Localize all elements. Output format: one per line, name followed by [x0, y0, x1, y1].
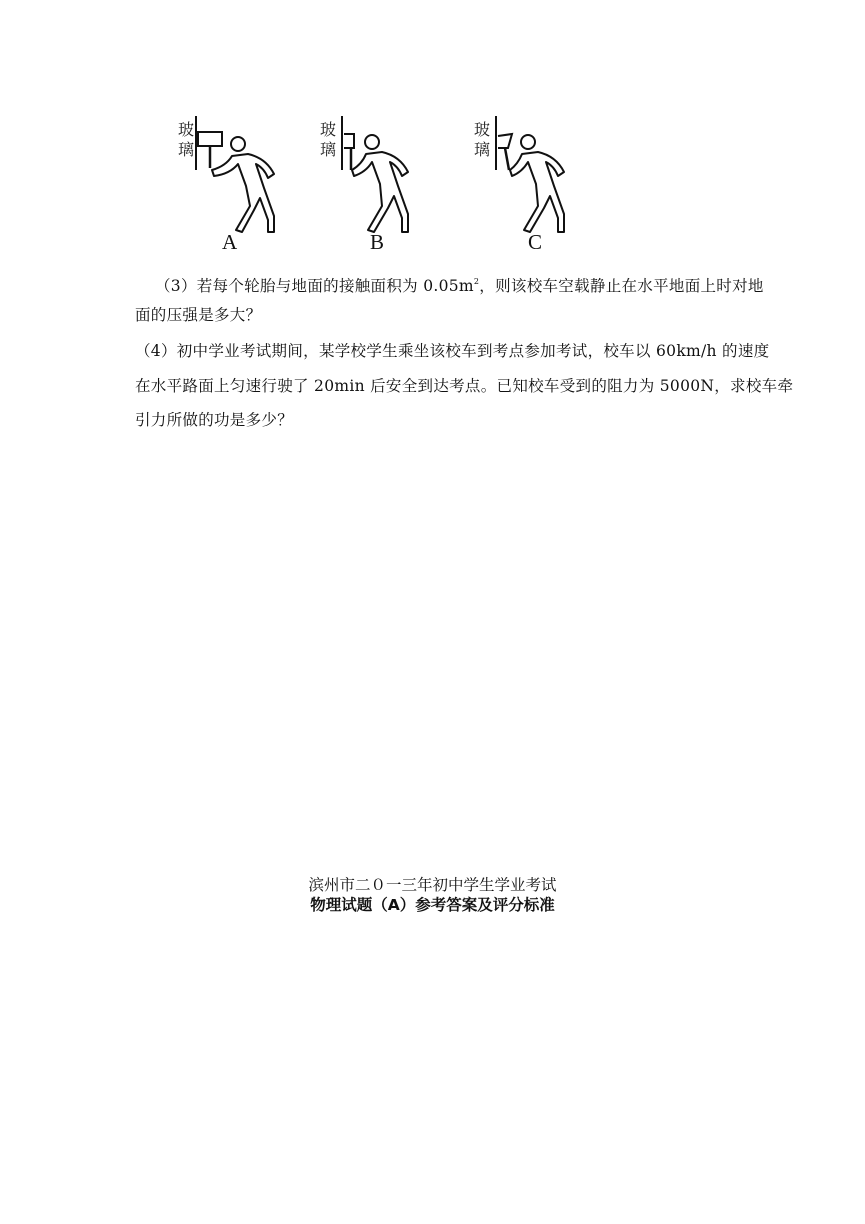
figure-b [318, 108, 448, 258]
q3-text-b: ，则该校车空载静止在水平地面上时对地 [479, 277, 764, 295]
glass-label: 玻璃 [474, 120, 491, 159]
glass-label: 玻璃 [320, 120, 337, 159]
hammer-figures [150, 108, 600, 258]
q4-line-3: 引力所做的功是多少？ [135, 411, 294, 429]
answer-key-subheading: 物理试题（A）参考答案及评分标准 [310, 896, 555, 914]
figure-letter: A [222, 230, 238, 254]
q4-line-1: （4）初中学业考试期间，某学校学生乘坐该校车到考点参加考试，校车以 60km/h 的速度 [135, 342, 770, 360]
answer-key-heading: 滨州市二０一三年初中学生学业考试 [308, 876, 557, 894]
figure-letter: B [370, 230, 385, 254]
q3-superscript: 2 [473, 277, 480, 286]
figure-letter: C [528, 230, 543, 254]
q3-line-2: 面的压强是多大？ [135, 306, 262, 324]
figure-a [164, 108, 294, 258]
q3-line-1 [155, 272, 764, 296]
q4-line-2: 在水平路面上匀速行驶了 20min 后安全到达考点。已知校车受到的阻力为 5000N，求校车牵 [135, 377, 794, 395]
q3-text-a: （3）若每个轮胎与地面的接触面积为 0.05m [155, 277, 474, 295]
glass-label: 玻璃 [178, 120, 195, 159]
figure-c [472, 108, 602, 258]
